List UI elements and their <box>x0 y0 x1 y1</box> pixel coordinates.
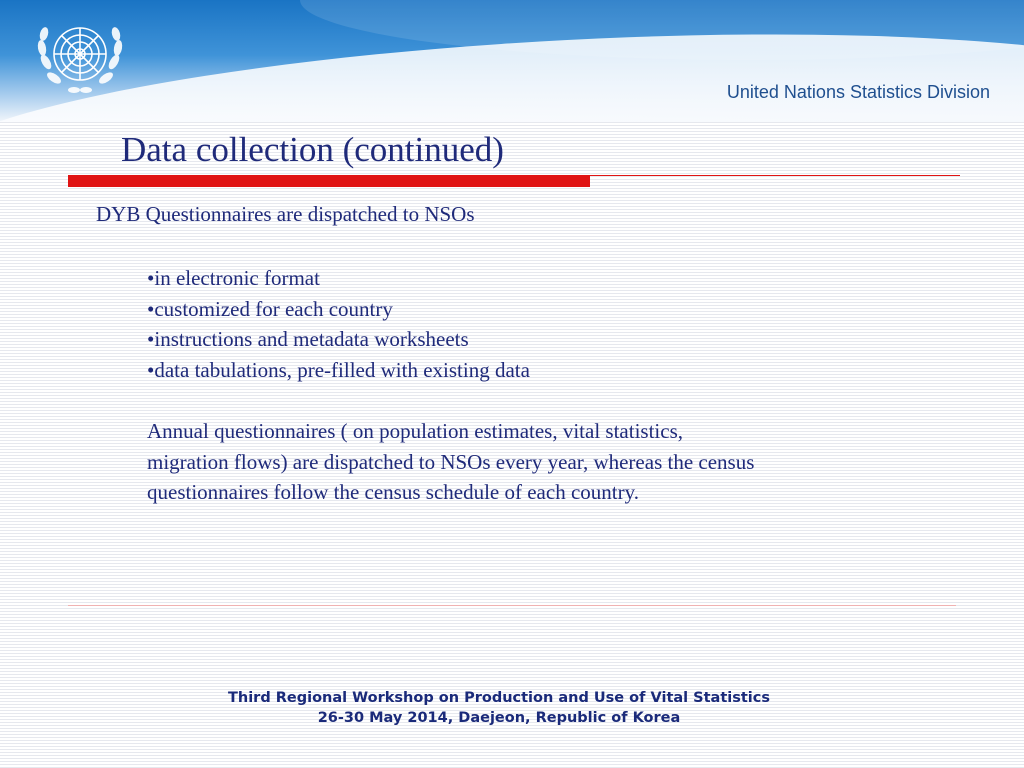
footer-date-location: 26-30 May 2014, Daejeon, Republic of Korea <box>317 710 681 726</box>
bullet-item: • instructions and metadata worksheets <box>147 324 530 355</box>
lead-text: DYB Questionnaires are dispatched to NSOs <box>96 202 475 226</box>
body-paragraph: Annual questionnaires ( on population estimates, vital statistics, migration flows) are dispatched to NSOs every year, whereas the census questionnaires follow the census schedule of each country. <box>147 419 755 505</box>
bullet-item: • data tabulations, pre-filled with existing data <box>147 355 530 386</box>
un-emblem-icon <box>28 12 132 100</box>
bullet-item: • in electronic format <box>147 263 530 294</box>
footer <box>0 688 998 728</box>
organization-name: United Nations Statistics Division <box>726 82 990 102</box>
footer-event-name: Third Regional Workshop on Production and Use of Vital Statistics <box>227 690 770 706</box>
title-divider-line <box>590 175 960 176</box>
bullet-list <box>147 263 530 386</box>
header-banner <box>0 0 1024 122</box>
slide-title: Data collection (continued) <box>121 130 504 169</box>
footer-divider-line <box>68 605 956 606</box>
title-accent-bar <box>68 175 590 187</box>
bullet-item: • customized for each country <box>147 294 530 325</box>
